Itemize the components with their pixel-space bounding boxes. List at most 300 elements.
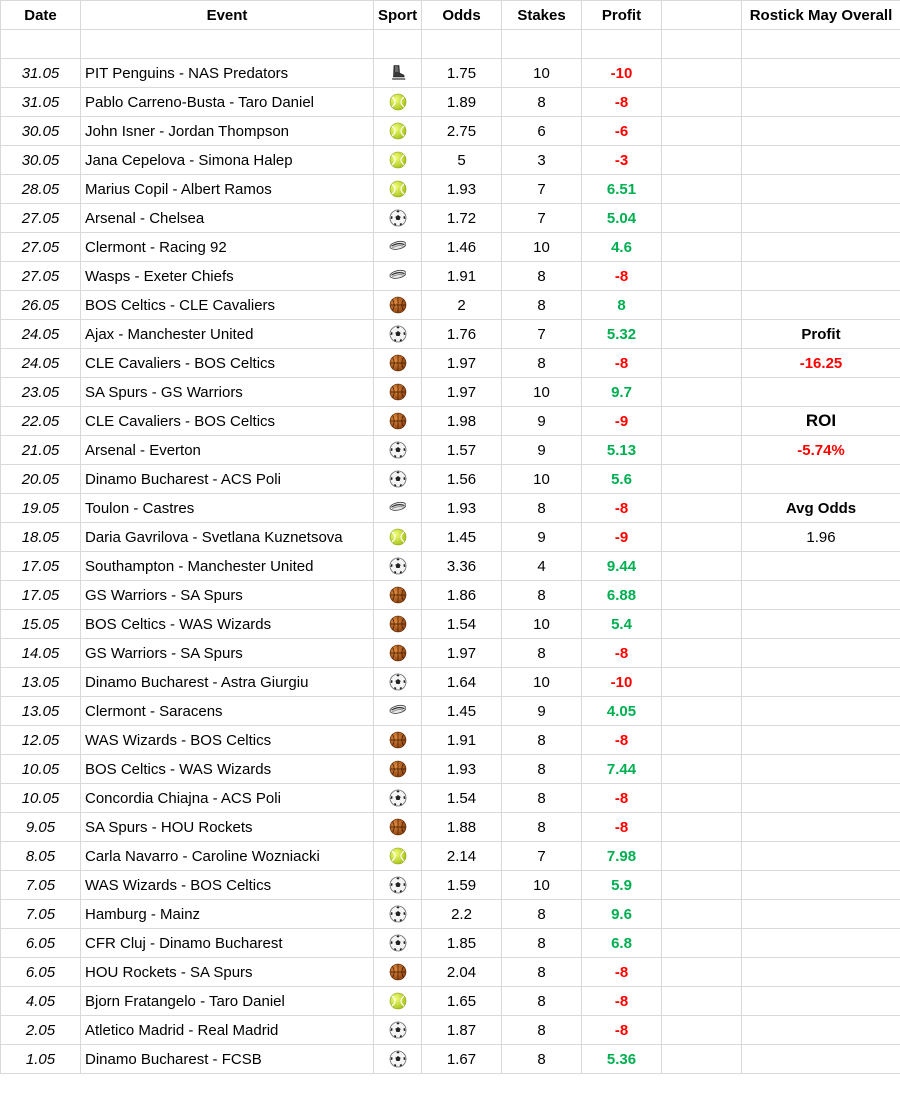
- date-cell[interactable]: 31.05: [1, 59, 81, 88]
- odds-cell[interactable]: 2: [422, 291, 502, 320]
- sport-cell[interactable]: [374, 378, 422, 407]
- sport-cell[interactable]: [374, 842, 422, 871]
- stakes-cell[interactable]: 10: [502, 378, 582, 407]
- stakes-cell[interactable]: 4: [502, 552, 582, 581]
- stakes-cell[interactable]: 8: [502, 958, 582, 987]
- sport-cell[interactable]: [374, 726, 422, 755]
- stakes-cell[interactable]: 8: [502, 900, 582, 929]
- sport-cell[interactable]: [374, 117, 422, 146]
- empty-cell[interactable]: [81, 30, 374, 59]
- summary-cell[interactable]: [742, 59, 900, 88]
- odds-cell[interactable]: 2.2: [422, 900, 502, 929]
- event-cell[interactable]: Atletico Madrid - Real Madrid: [81, 1016, 374, 1045]
- profit-cell[interactable]: -8: [582, 262, 662, 291]
- stakes-cell[interactable]: 8: [502, 88, 582, 117]
- blank-cell[interactable]: [662, 813, 742, 842]
- event-cell[interactable]: GS Warriors - SA Spurs: [81, 581, 374, 610]
- sport-cell[interactable]: [374, 494, 422, 523]
- odds-cell[interactable]: 1.54: [422, 784, 502, 813]
- date-cell[interactable]: 30.05: [1, 117, 81, 146]
- profit-cell[interactable]: 6.8: [582, 929, 662, 958]
- stakes-cell[interactable]: 6: [502, 117, 582, 146]
- stakes-cell[interactable]: 7: [502, 320, 582, 349]
- summary-cell[interactable]: [742, 146, 900, 175]
- stakes-cell[interactable]: 7: [502, 842, 582, 871]
- blank-cell[interactable]: [662, 1016, 742, 1045]
- profit-cell[interactable]: -8: [582, 1016, 662, 1045]
- date-cell[interactable]: 15.05: [1, 610, 81, 639]
- stakes-cell[interactable]: 10: [502, 871, 582, 900]
- odds-cell[interactable]: 1.45: [422, 523, 502, 552]
- odds-cell[interactable]: 1.75: [422, 59, 502, 88]
- profit-cell[interactable]: -10: [582, 668, 662, 697]
- blank-cell[interactable]: [662, 726, 742, 755]
- odds-cell[interactable]: 1.93: [422, 175, 502, 204]
- blank-cell[interactable]: [662, 639, 742, 668]
- soccer-ball-icon: [389, 557, 407, 575]
- date-cell[interactable]: 13.05: [1, 668, 81, 697]
- sport-cell[interactable]: [374, 784, 422, 813]
- event-cell[interactable]: Arsenal - Everton: [81, 436, 374, 465]
- sport-cell[interactable]: [374, 465, 422, 494]
- event-cell[interactable]: Concordia Chiajna - ACS Poli: [81, 784, 374, 813]
- event-cell[interactable]: John Isner - Jordan Thompson: [81, 117, 374, 146]
- profit-cell[interactable]: 5.9: [582, 871, 662, 900]
- event-cell[interactable]: WAS Wizards - BOS Celtics: [81, 871, 374, 900]
- date-cell[interactable]: 28.05: [1, 175, 81, 204]
- stakes-cell[interactable]: 9: [502, 523, 582, 552]
- profit-cell[interactable]: 9.44: [582, 552, 662, 581]
- summary-roi-label[interactable]: ROI: [742, 407, 900, 436]
- summary-cell[interactable]: [742, 668, 900, 697]
- sport-cell[interactable]: [374, 88, 422, 117]
- summary-cell[interactable]: [742, 958, 900, 987]
- profit-cell[interactable]: 6.51: [582, 175, 662, 204]
- event-cell[interactable]: Dinamo Bucharest - FCSB: [81, 1045, 374, 1074]
- date-cell[interactable]: 27.05: [1, 233, 81, 262]
- sport-cell[interactable]: [374, 407, 422, 436]
- date-cell[interactable]: 8.05: [1, 842, 81, 871]
- summary-cell[interactable]: [742, 784, 900, 813]
- blank-cell[interactable]: [662, 117, 742, 146]
- odds-cell[interactable]: 1.45: [422, 697, 502, 726]
- stakes-cell[interactable]: 8: [502, 1016, 582, 1045]
- odds-cell[interactable]: 1.76: [422, 320, 502, 349]
- date-cell[interactable]: 20.05: [1, 465, 81, 494]
- event-cell[interactable]: Toulon - Castres: [81, 494, 374, 523]
- sport-cell[interactable]: [374, 668, 422, 697]
- blank-cell[interactable]: [662, 233, 742, 262]
- date-cell[interactable]: 23.05: [1, 378, 81, 407]
- event-cell[interactable]: Wasps - Exeter Chiefs: [81, 262, 374, 291]
- date-cell[interactable]: 6.05: [1, 958, 81, 987]
- sport-cell[interactable]: [374, 900, 422, 929]
- stakes-cell[interactable]: 9: [502, 697, 582, 726]
- event-cell[interactable]: Bjorn Fratangelo - Taro Daniel: [81, 987, 374, 1016]
- header-blank[interactable]: [662, 1, 742, 30]
- empty-cell[interactable]: [422, 30, 502, 59]
- stakes-cell[interactable]: 7: [502, 204, 582, 233]
- stakes-cell[interactable]: 9: [502, 407, 582, 436]
- event-cell[interactable]: Clermont - Saracens: [81, 697, 374, 726]
- stakes-cell[interactable]: 8: [502, 929, 582, 958]
- odds-cell[interactable]: 2.75: [422, 117, 502, 146]
- sport-cell[interactable]: [374, 523, 422, 552]
- date-cell[interactable]: 7.05: [1, 900, 81, 929]
- profit-cell[interactable]: -6: [582, 117, 662, 146]
- odds-cell[interactable]: 5: [422, 146, 502, 175]
- profit-cell[interactable]: -8: [582, 494, 662, 523]
- profit-cell[interactable]: 8: [582, 291, 662, 320]
- event-cell[interactable]: Dinamo Bucharest - Astra Giurgiu: [81, 668, 374, 697]
- blank-cell[interactable]: [662, 146, 742, 175]
- odds-cell[interactable]: 1.67: [422, 1045, 502, 1074]
- date-cell[interactable]: 30.05: [1, 146, 81, 175]
- sport-cell[interactable]: [374, 349, 422, 378]
- odds-cell[interactable]: 1.87: [422, 1016, 502, 1045]
- blank-cell[interactable]: [662, 784, 742, 813]
- table-row: [1, 349, 900, 378]
- profit-cell[interactable]: -8: [582, 987, 662, 1016]
- odds-cell[interactable]: 1.88: [422, 813, 502, 842]
- profit-cell[interactable]: 9.7: [582, 378, 662, 407]
- date-cell[interactable]: 22.05: [1, 407, 81, 436]
- summary-cell[interactable]: [742, 88, 900, 117]
- empty-cell[interactable]: [502, 30, 582, 59]
- blank-cell[interactable]: [662, 842, 742, 871]
- summary-profit-label[interactable]: Profit: [742, 320, 900, 349]
- odds-cell[interactable]: 1.46: [422, 233, 502, 262]
- date-cell[interactable]: 6.05: [1, 929, 81, 958]
- event-cell[interactable]: Daria Gavrilova - Svetlana Kuznetsova: [81, 523, 374, 552]
- profit-cell[interactable]: -8: [582, 639, 662, 668]
- stakes-cell[interactable]: 8: [502, 726, 582, 755]
- profit-cell[interactable]: -10: [582, 59, 662, 88]
- profit-cell[interactable]: -3: [582, 146, 662, 175]
- profit-cell[interactable]: 4.05: [582, 697, 662, 726]
- summary-cell[interactable]: [742, 465, 900, 494]
- blank-cell[interactable]: [662, 320, 742, 349]
- summary-profit-value[interactable]: -16.25: [742, 349, 900, 378]
- profit-cell[interactable]: -8: [582, 88, 662, 117]
- sport-cell[interactable]: [374, 1045, 422, 1074]
- event-cell[interactable]: WAS Wizards - BOS Celtics: [81, 726, 374, 755]
- stakes-cell[interactable]: 8: [502, 494, 582, 523]
- odds-cell[interactable]: 1.98: [422, 407, 502, 436]
- header-rostick-overall[interactable]: Rostick May Overall: [742, 1, 900, 30]
- stakes-cell[interactable]: 8: [502, 813, 582, 842]
- stakes-cell[interactable]: 7: [502, 175, 582, 204]
- date-cell[interactable]: 12.05: [1, 726, 81, 755]
- profit-cell[interactable]: -9: [582, 407, 662, 436]
- stakes-cell[interactable]: 10: [502, 465, 582, 494]
- profit-cell[interactable]: 9.6: [582, 900, 662, 929]
- summary-cell[interactable]: [742, 175, 900, 204]
- sport-cell[interactable]: [374, 262, 422, 291]
- blank-cell[interactable]: [662, 871, 742, 900]
- odds-cell[interactable]: 1.59: [422, 871, 502, 900]
- stakes-cell[interactable]: 8: [502, 755, 582, 784]
- odds-cell[interactable]: 1.56: [422, 465, 502, 494]
- sport-cell[interactable]: [374, 552, 422, 581]
- blank-cell[interactable]: [662, 581, 742, 610]
- stakes-cell[interactable]: 8: [502, 581, 582, 610]
- date-cell[interactable]: 27.05: [1, 262, 81, 291]
- profit-cell[interactable]: 5.32: [582, 320, 662, 349]
- profit-cell[interactable]: 6.88: [582, 581, 662, 610]
- summary-cell[interactable]: [742, 1016, 900, 1045]
- stakes-cell[interactable]: 10: [502, 610, 582, 639]
- date-cell[interactable]: 27.05: [1, 204, 81, 233]
- sport-cell[interactable]: [374, 436, 422, 465]
- event-cell[interactable]: Marius Copil - Albert Ramos: [81, 175, 374, 204]
- event-cell[interactable]: BOS Celtics - WAS Wizards: [81, 610, 374, 639]
- summary-roi-value[interactable]: -5.74%: [742, 436, 900, 465]
- event-cell[interactable]: CFR Cluj - Dinamo Bucharest: [81, 929, 374, 958]
- summary-cell[interactable]: [742, 813, 900, 842]
- date-cell[interactable]: 17.05: [1, 552, 81, 581]
- sport-cell[interactable]: [374, 929, 422, 958]
- blank-cell[interactable]: [662, 175, 742, 204]
- header-sport[interactable]: Sport: [374, 1, 422, 30]
- profit-cell[interactable]: -8: [582, 784, 662, 813]
- sport-cell[interactable]: [374, 958, 422, 987]
- event-cell[interactable]: Hamburg - Mainz: [81, 900, 374, 929]
- summary-cell[interactable]: [742, 610, 900, 639]
- summary-cell[interactable]: [742, 378, 900, 407]
- sport-cell[interactable]: [374, 291, 422, 320]
- date-cell[interactable]: 14.05: [1, 639, 81, 668]
- header-profit[interactable]: Profit: [582, 1, 662, 30]
- blank-cell[interactable]: [662, 1045, 742, 1074]
- profit-cell[interactable]: -9: [582, 523, 662, 552]
- profit-cell[interactable]: 5.36: [582, 1045, 662, 1074]
- blank-cell[interactable]: [662, 900, 742, 929]
- event-cell[interactable]: Ajax - Manchester United: [81, 320, 374, 349]
- sport-cell[interactable]: [374, 233, 422, 262]
- event-cell[interactable]: Pablo Carreno-Busta - Taro Daniel: [81, 88, 374, 117]
- date-cell[interactable]: 2.05: [1, 1016, 81, 1045]
- stakes-cell[interactable]: 8: [502, 987, 582, 1016]
- event-cell[interactable]: BOS Celtics - CLE Cavaliers: [81, 291, 374, 320]
- odds-cell[interactable]: 1.65: [422, 987, 502, 1016]
- profit-cell[interactable]: 4.6: [582, 233, 662, 262]
- stakes-cell[interactable]: 8: [502, 291, 582, 320]
- profit-cell[interactable]: -8: [582, 958, 662, 987]
- odds-cell[interactable]: 1.97: [422, 639, 502, 668]
- blank-cell[interactable]: [662, 958, 742, 987]
- date-cell[interactable]: 9.05: [1, 813, 81, 842]
- blank-cell[interactable]: [662, 494, 742, 523]
- date-cell[interactable]: 7.05: [1, 871, 81, 900]
- blank-cell[interactable]: [662, 291, 742, 320]
- date-cell[interactable]: 24.05: [1, 349, 81, 378]
- odds-cell[interactable]: 1.93: [422, 755, 502, 784]
- event-cell[interactable]: Clermont - Racing 92: [81, 233, 374, 262]
- date-cell[interactable]: 19.05: [1, 494, 81, 523]
- summary-cell[interactable]: [742, 639, 900, 668]
- date-cell[interactable]: 31.05: [1, 88, 81, 117]
- empty-cell[interactable]: [582, 30, 662, 59]
- blank-cell[interactable]: [662, 668, 742, 697]
- sport-cell[interactable]: [374, 175, 422, 204]
- stakes-cell[interactable]: 8: [502, 262, 582, 291]
- sport-cell[interactable]: [374, 1016, 422, 1045]
- blank-cell[interactable]: [662, 929, 742, 958]
- sport-cell[interactable]: [374, 813, 422, 842]
- event-cell[interactable]: Jana Cepelova - Simona Halep: [81, 146, 374, 175]
- sport-cell[interactable]: [374, 59, 422, 88]
- summary-avg-odds-value[interactable]: 1.96: [742, 523, 900, 552]
- stakes-cell[interactable]: 8: [502, 1045, 582, 1074]
- odds-cell[interactable]: 1.97: [422, 349, 502, 378]
- stakes-cell[interactable]: 9: [502, 436, 582, 465]
- event-cell[interactable]: BOS Celtics - WAS Wizards: [81, 755, 374, 784]
- profit-cell[interactable]: -8: [582, 813, 662, 842]
- odds-cell[interactable]: 3.36: [422, 552, 502, 581]
- stakes-cell[interactable]: 10: [502, 233, 582, 262]
- profit-cell[interactable]: 7.44: [582, 755, 662, 784]
- summary-cell[interactable]: [742, 291, 900, 320]
- summary-cell[interactable]: [742, 204, 900, 233]
- summary-cell[interactable]: [742, 581, 900, 610]
- empty-cell[interactable]: [662, 30, 742, 59]
- odds-cell[interactable]: 1.93: [422, 494, 502, 523]
- profit-cell[interactable]: 5.4: [582, 610, 662, 639]
- summary-cell[interactable]: [742, 262, 900, 291]
- summary-cell[interactable]: [742, 929, 900, 958]
- profit-cell[interactable]: 5.13: [582, 436, 662, 465]
- date-cell[interactable]: 26.05: [1, 291, 81, 320]
- summary-cell[interactable]: [742, 987, 900, 1016]
- empty-cell[interactable]: [742, 30, 900, 59]
- empty-cell[interactable]: [374, 30, 422, 59]
- header-stakes[interactable]: Stakes: [502, 1, 582, 30]
- summary-cell[interactable]: [742, 755, 900, 784]
- event-cell[interactable]: PIT Penguins - NAS Predators: [81, 59, 374, 88]
- event-cell[interactable]: CLE Cavaliers - BOS Celtics: [81, 349, 374, 378]
- date-cell[interactable]: 17.05: [1, 581, 81, 610]
- blank-cell[interactable]: [662, 610, 742, 639]
- odds-cell[interactable]: 1.72: [422, 204, 502, 233]
- profit-cell[interactable]: 5.04: [582, 204, 662, 233]
- event-cell[interactable]: Arsenal - Chelsea: [81, 204, 374, 233]
- odds-cell[interactable]: 1.64: [422, 668, 502, 697]
- profit-cell[interactable]: 7.98: [582, 842, 662, 871]
- summary-cell[interactable]: [742, 900, 900, 929]
- sport-cell[interactable]: [374, 204, 422, 233]
- date-cell[interactable]: 10.05: [1, 755, 81, 784]
- date-cell[interactable]: 21.05: [1, 436, 81, 465]
- event-cell[interactable]: Dinamo Bucharest - ACS Poli: [81, 465, 374, 494]
- date-cell[interactable]: 13.05: [1, 697, 81, 726]
- blank-cell[interactable]: [662, 407, 742, 436]
- profit-cell[interactable]: -8: [582, 726, 662, 755]
- sport-cell[interactable]: [374, 755, 422, 784]
- sport-cell[interactable]: [374, 697, 422, 726]
- date-cell[interactable]: 4.05: [1, 987, 81, 1016]
- blank-cell[interactable]: [662, 262, 742, 291]
- odds-cell[interactable]: 2.04: [422, 958, 502, 987]
- profit-cell[interactable]: 5.6: [582, 465, 662, 494]
- stakes-cell[interactable]: 8: [502, 639, 582, 668]
- date-cell[interactable]: 10.05: [1, 784, 81, 813]
- date-cell[interactable]: 18.05: [1, 523, 81, 552]
- stakes-cell[interactable]: 10: [502, 668, 582, 697]
- header-odds[interactable]: Odds: [422, 1, 502, 30]
- odds-cell[interactable]: 1.86: [422, 581, 502, 610]
- odds-cell[interactable]: 1.54: [422, 610, 502, 639]
- odds-cell[interactable]: 1.89: [422, 88, 502, 117]
- summary-cell[interactable]: [742, 871, 900, 900]
- soccer-ball-icon: [389, 209, 407, 227]
- soccer-ball-icon: [389, 1050, 407, 1068]
- blank-cell[interactable]: [662, 697, 742, 726]
- sport-cell[interactable]: [374, 639, 422, 668]
- date-cell[interactable]: 24.05: [1, 320, 81, 349]
- sport-cell[interactable]: [374, 987, 422, 1016]
- blank-cell[interactable]: [662, 987, 742, 1016]
- blank-cell[interactable]: [662, 378, 742, 407]
- summary-cell[interactable]: [742, 726, 900, 755]
- summary-cell[interactable]: [742, 552, 900, 581]
- summary-cell[interactable]: [742, 842, 900, 871]
- blank-cell[interactable]: [662, 755, 742, 784]
- sport-cell[interactable]: [374, 146, 422, 175]
- empty-cell[interactable]: [1, 30, 81, 59]
- stakes-cell[interactable]: 8: [502, 784, 582, 813]
- odds-cell[interactable]: 1.91: [422, 726, 502, 755]
- header-event[interactable]: Event: [81, 1, 374, 30]
- summary-cell[interactable]: [742, 697, 900, 726]
- stakes-cell[interactable]: 3: [502, 146, 582, 175]
- event-cell[interactable]: HOU Rockets - SA Spurs: [81, 958, 374, 987]
- odds-cell[interactable]: 1.91: [422, 262, 502, 291]
- blank-cell[interactable]: [662, 436, 742, 465]
- blank-cell[interactable]: [662, 204, 742, 233]
- date-cell[interactable]: 1.05: [1, 1045, 81, 1074]
- event-cell[interactable]: Southampton - Manchester United: [81, 552, 374, 581]
- blank-cell[interactable]: [662, 349, 742, 378]
- event-cell[interactable]: Carla Navarro - Caroline Wozniacki: [81, 842, 374, 871]
- odds-cell[interactable]: 1.57: [422, 436, 502, 465]
- sport-cell[interactable]: [374, 610, 422, 639]
- event-cell[interactable]: SA Spurs - HOU Rockets: [81, 813, 374, 842]
- sport-cell[interactable]: [374, 871, 422, 900]
- stakes-cell[interactable]: 10: [502, 59, 582, 88]
- blank-cell[interactable]: [662, 59, 742, 88]
- profit-cell[interactable]: -8: [582, 349, 662, 378]
- blank-cell[interactable]: [662, 552, 742, 581]
- summary-cell[interactable]: [742, 233, 900, 262]
- event-cell[interactable]: GS Warriors - SA Spurs: [81, 639, 374, 668]
- summary-avg-odds-label[interactable]: Avg Odds: [742, 494, 900, 523]
- odds-cell[interactable]: 1.97: [422, 378, 502, 407]
- event-cell[interactable]: CLE Cavaliers - BOS Celtics: [81, 407, 374, 436]
- sport-cell[interactable]: [374, 581, 422, 610]
- blank-cell[interactable]: [662, 465, 742, 494]
- stakes-cell[interactable]: 8: [502, 349, 582, 378]
- blank-cell[interactable]: [662, 88, 742, 117]
- odds-cell[interactable]: 2.14: [422, 842, 502, 871]
- header-date[interactable]: Date: [1, 1, 81, 30]
- odds-cell[interactable]: 1.85: [422, 929, 502, 958]
- summary-cell[interactable]: [742, 1045, 900, 1074]
- sport-cell[interactable]: [374, 320, 422, 349]
- summary-cell[interactable]: [742, 117, 900, 146]
- blank-cell[interactable]: [662, 523, 742, 552]
- event-cell[interactable]: SA Spurs - GS Warriors: [81, 378, 374, 407]
